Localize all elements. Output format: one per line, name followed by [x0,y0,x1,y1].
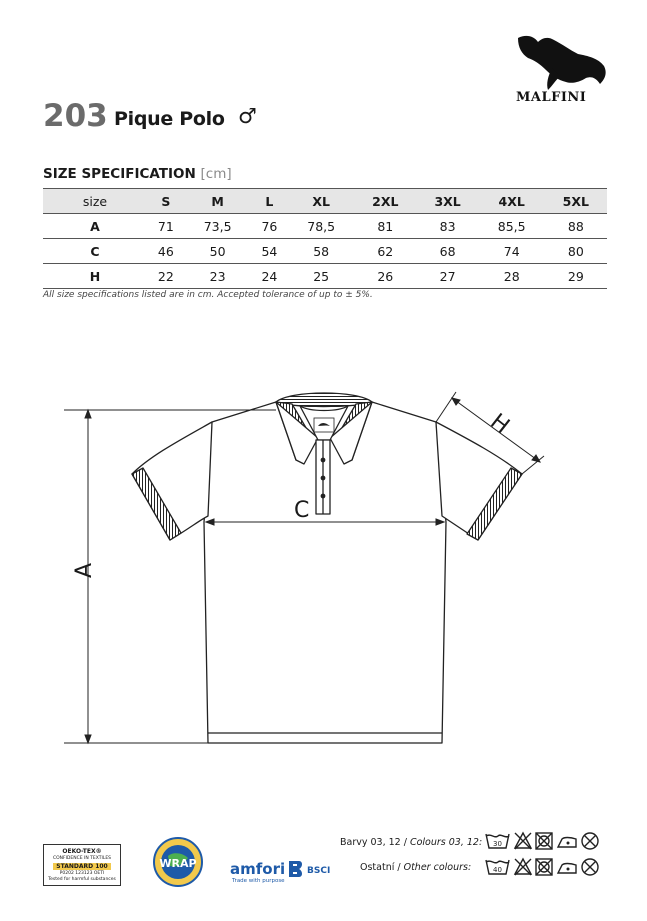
eagle-icon [508,30,618,92]
other-colours-cz: Ostatní / [360,862,404,873]
male-gender-icon: ♂ [238,104,257,128]
wash-30-icon [486,834,509,848]
dimension-h-label: H [485,409,514,440]
size-header-cell: L [251,189,289,214]
table-cell: 74 [479,239,545,264]
spec-title [43,166,232,182]
oeko-line: CONFIDENCE IN TEXTILES [52,856,112,861]
spec-title-text: SIZE SPECIFICATION [43,166,196,182]
table-row [43,214,607,239]
table-row [43,239,607,264]
table-cell: 29 [545,264,607,289]
table-cell: 81 [354,214,416,239]
wash-40-icon [486,860,509,874]
dimension-c-label: C [294,498,310,523]
table-cell: 28 [479,264,545,289]
table-cell: 85,5 [479,214,545,239]
size-header-cell: 3XL [416,189,478,214]
table-cell: 22 [147,264,185,289]
table-cell: 25 [288,264,354,289]
table-cell: 68 [416,239,478,264]
colours-en: Colours 03, 12: [409,837,483,848]
colours-line-1 [340,837,482,848]
table-cell: 46 [147,239,185,264]
table-cell: 73,5 [185,214,251,239]
row-label: A [43,214,147,239]
iron-low-icon [558,864,576,874]
table-cell: 80 [545,239,607,264]
neck-label-logo [314,418,334,432]
polo-shirt-drawing [132,393,522,743]
iron-low-icon [558,838,576,848]
oeko-standard: STANDARD 100 [53,863,110,870]
polo-diagram [0,380,647,770]
size-header-cell: M [185,189,251,214]
product-name: Pique Polo [114,108,225,130]
size-footnote: All size specifications listed are in cm. Accepted tolerance of up to ± 5%. [43,290,373,300]
table-cell: 88 [545,214,607,239]
wrap-globe-icon [146,834,210,890]
no-dry-clean-icon [582,833,598,849]
oeko-code: P0202 123123 OETI [59,871,105,876]
table-cell: 50 [185,239,251,264]
amfori-logo-text: amfori [230,860,286,878]
button-icon [321,476,326,481]
size-header-cell: size [43,189,147,214]
bsci-icon [287,859,305,883]
table-cell: 27 [416,264,478,289]
colours-line-2 [360,862,471,873]
no-bleach-icon [515,859,531,875]
table-cell: 78,5 [288,214,354,239]
table-cell: 76 [251,214,289,239]
brand-name: MALFINI [516,90,587,105]
oeko-note: Tested for harmful substances [48,877,116,882]
table-cell: 54 [251,239,289,264]
amfori-tagline: Trade with purpose [232,878,285,884]
size-table [43,188,607,289]
size-header-cell: 4XL [479,189,545,214]
care-symbols-row-2 [484,856,610,882]
table-cell: 26 [354,264,416,289]
size-header-cell: 2XL [354,189,416,214]
no-dry-clean-icon [582,859,598,875]
table-cell: 23 [185,264,251,289]
table-cell: 62 [354,239,416,264]
row-label: C [43,239,147,264]
row-label: H [43,264,147,289]
spec-unit: [cm] [200,166,232,182]
wrap-logo [146,834,210,890]
no-tumble-dry-icon [536,859,552,875]
size-header-cell: S [147,189,185,214]
table-row [43,264,607,289]
bsci-text: BSCI [307,866,331,876]
button-icon [321,458,326,463]
size-header-cell: XL [288,189,354,214]
table-cell: 83 [416,214,478,239]
table-cell: 24 [251,264,289,289]
table-cell: 71 [147,214,185,239]
no-tumble-dry-icon [536,833,552,849]
wash-temp-label: 30 [493,840,502,848]
size-header-row [43,189,607,214]
wrap-text: WRAP [159,857,197,870]
button-icon [321,494,326,499]
no-bleach-icon [515,833,531,849]
oeko-title: OEKO-TEX® [62,848,102,855]
product-number: 203 [43,98,108,134]
oeko-tex-badge [43,844,121,886]
colours-cz: Barvy 03, 12 / [340,837,410,848]
dimension-a-label: A [72,562,97,578]
size-header-cell: 5XL [545,189,607,214]
care-symbols-row-1 [484,830,610,856]
other-colours-en: Other colours: [403,862,472,873]
wash-temp-label: 40 [493,866,502,874]
table-cell: 58 [288,239,354,264]
